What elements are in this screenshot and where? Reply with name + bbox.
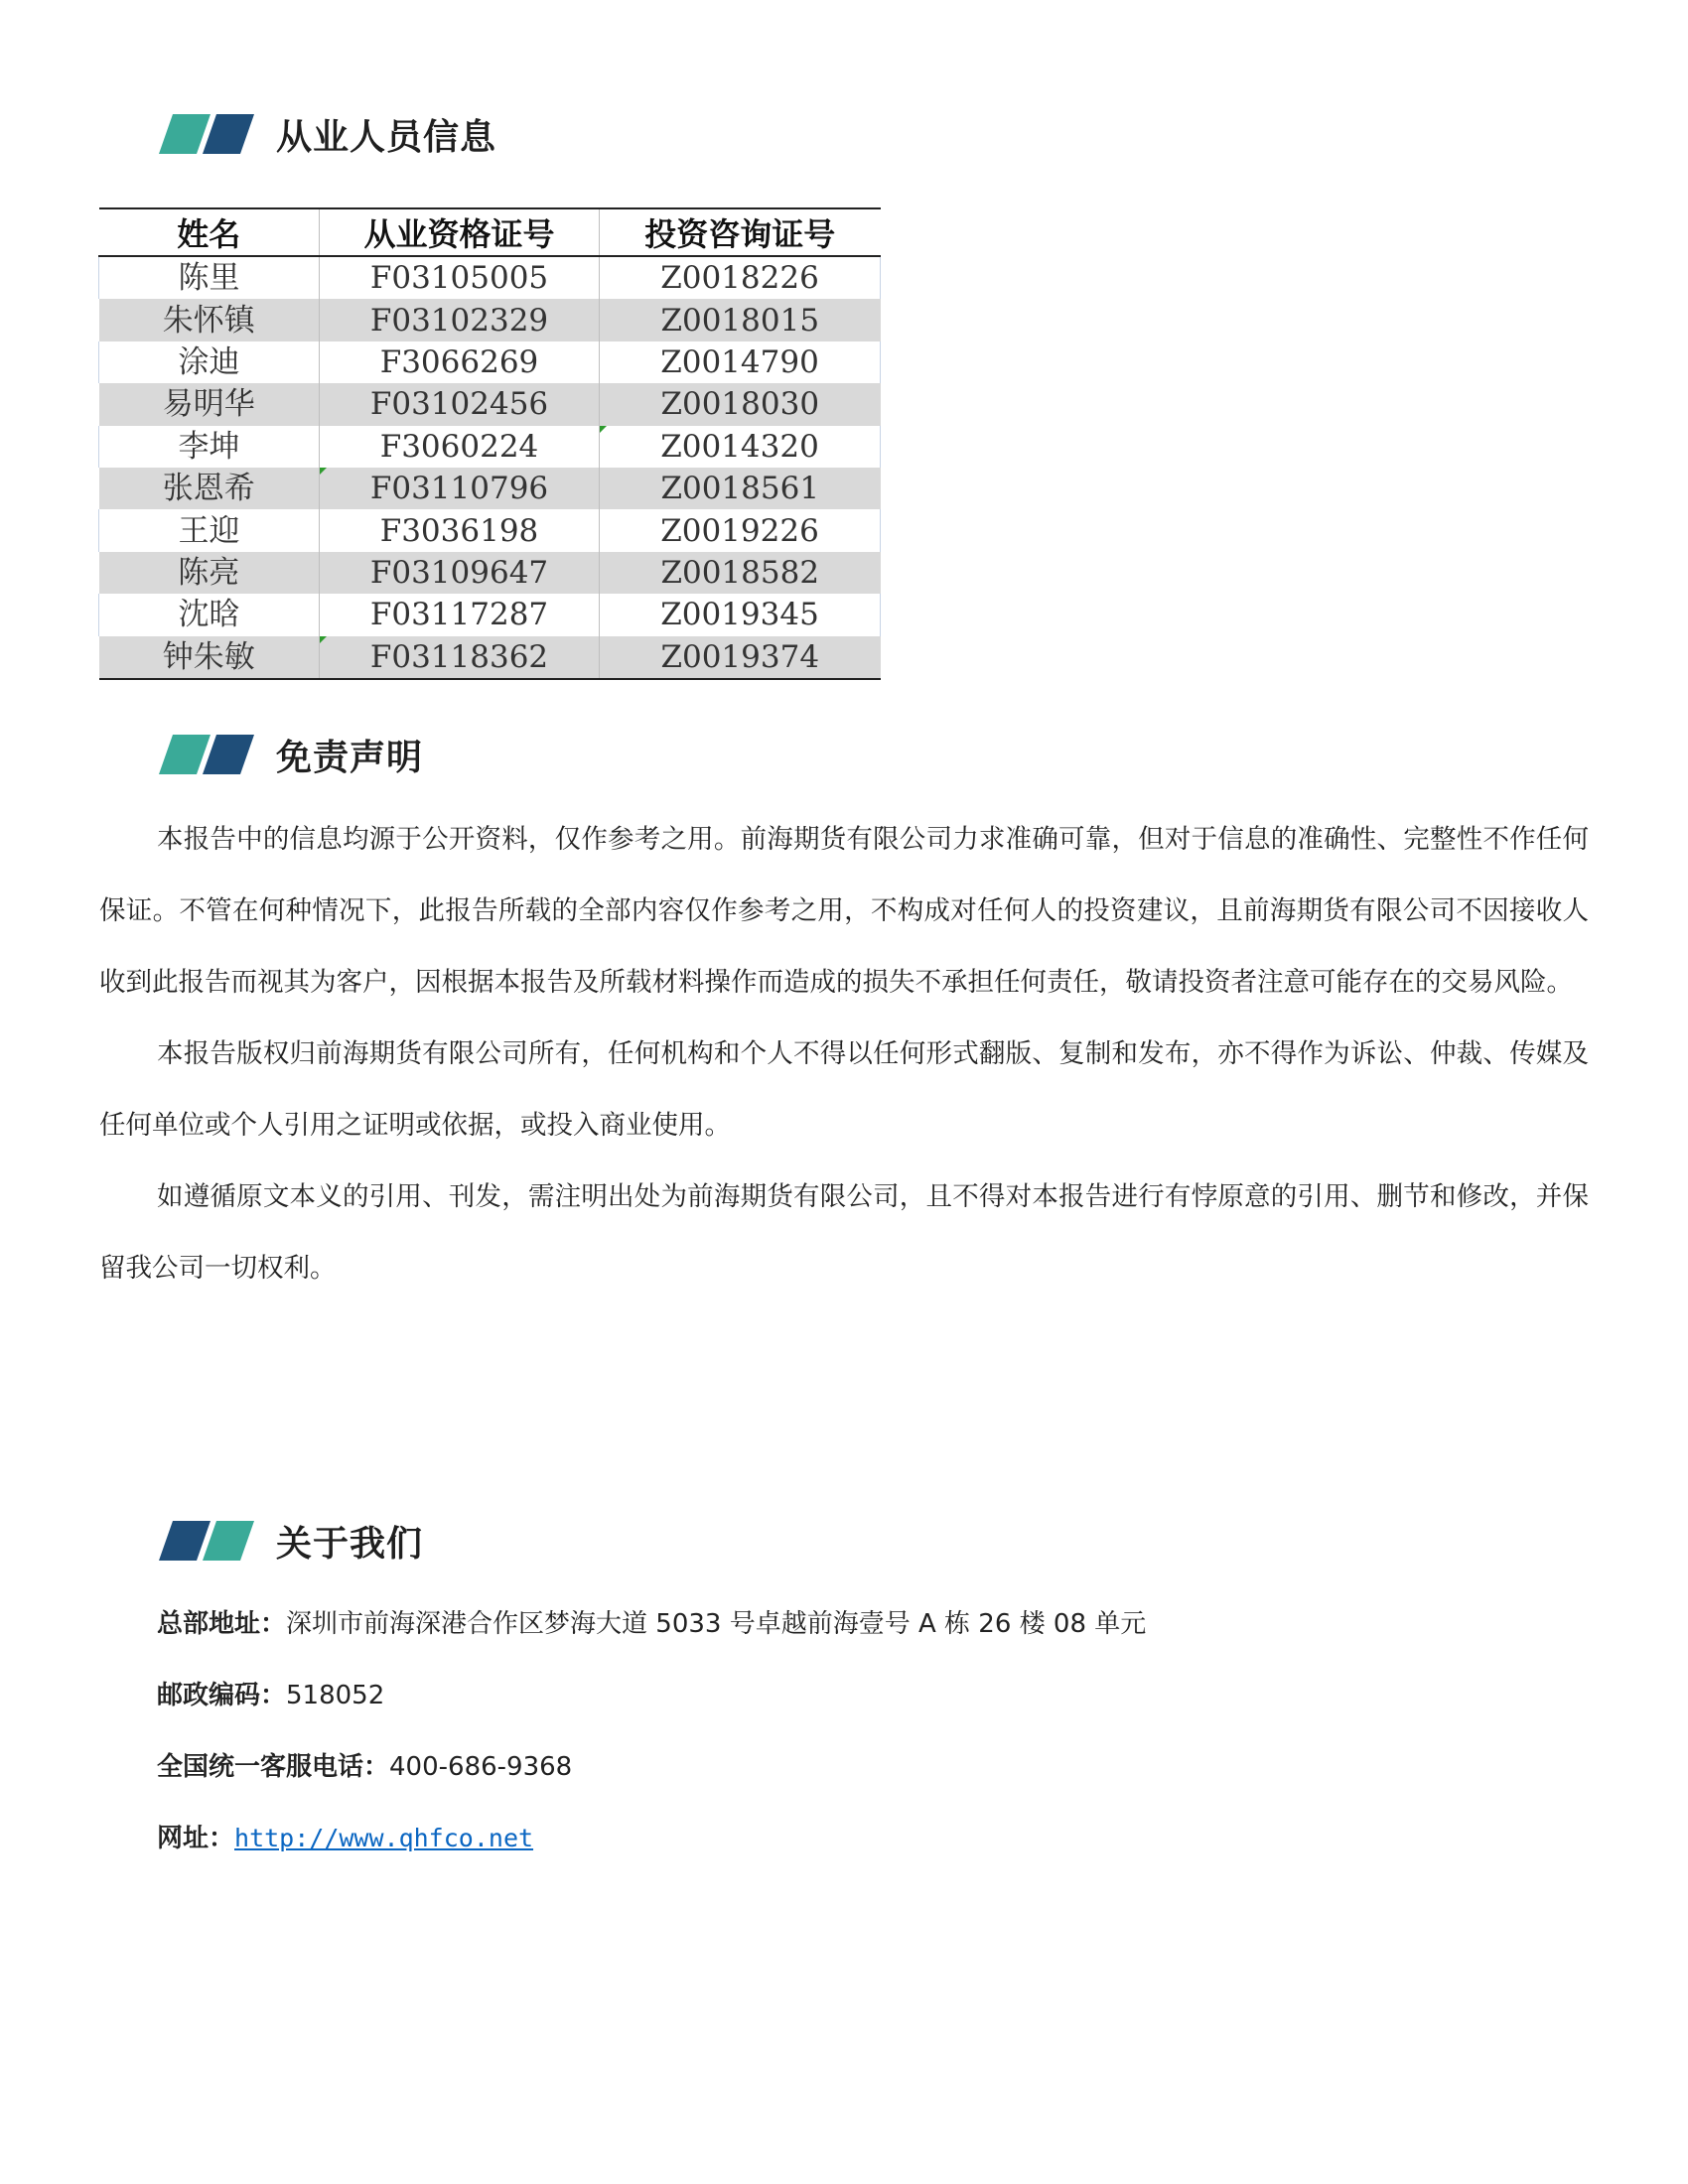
section-header-disclaimer — [159, 725, 423, 784]
table-row — [99, 509, 881, 551]
cell-investment-advisory-no: Z0014790 — [600, 341, 881, 383]
cell-name: 钟朱敏 — [99, 636, 320, 679]
cell-name: 朱怀镇 — [99, 299, 320, 341]
cell-investment-advisory-no: Z0018561 — [600, 468, 881, 509]
section-header-about — [159, 1511, 423, 1570]
cell-name: 沈晗 — [99, 594, 320, 635]
disclaimer-paragraph: 如遵循原文本义的引用、刊发，需注明出处为前海期货有限公司，且不得对本报告进行有悖原意的引用、删节和修改，并保留我公司一切权利。 — [99, 1181, 1589, 1284]
cell-qualification-no: F3060224 — [320, 426, 600, 468]
table-row — [99, 299, 881, 341]
hotline-value: 400-686-9368 — [389, 1752, 573, 1782]
cell-investment-advisory-no: Z0018030 — [600, 383, 881, 425]
cell-name: 陈里 — [99, 256, 320, 299]
cell-name: 李坤 — [99, 426, 320, 468]
website-row — [157, 1803, 1146, 1874]
cell-investment-advisory-no: Z0019345 — [600, 594, 881, 635]
cell-qualification-no: F3036198 — [320, 509, 600, 551]
cell-name: 张恩希 — [99, 468, 320, 509]
table-row — [99, 426, 881, 468]
postcode-label: 邮政编码： — [157, 1681, 287, 1710]
cell-investment-advisory-no: Z0018582 — [600, 552, 881, 594]
section-logo-icon — [159, 114, 254, 154]
table-row — [99, 256, 881, 299]
table-row — [99, 552, 881, 594]
website-label: 网址： — [157, 1824, 235, 1853]
section-header-staff — [159, 104, 496, 164]
disclaimer-paragraph: 本报告版权归前海期货有限公司所有，任何机构和个人不得以任何形式翻版、复制和发布，亦不得作为诉讼、仲裁、传媒及任何单位或个人引用之证明或依据，或投入商业使用。 — [99, 1038, 1589, 1141]
hotline-row — [157, 1731, 1146, 1803]
about-details — [157, 1588, 1146, 1874]
postcode-row — [157, 1660, 1146, 1731]
staff-table — [98, 207, 881, 680]
cell-qualification-no: F03102329 — [320, 299, 600, 341]
cell-investment-advisory-no: Z0018015 — [600, 299, 881, 341]
cell-qualification-no: F03117287 — [320, 594, 600, 635]
address-label: 总部地址： — [157, 1609, 287, 1639]
cell-qualification-no: F3066269 — [320, 341, 600, 383]
disclaimer-body — [99, 804, 1589, 1304]
address-row — [157, 1588, 1146, 1660]
section-logo-icon — [159, 735, 254, 774]
table-row — [99, 468, 881, 509]
header-name: 姓名 — [99, 208, 320, 256]
cell-name: 陈亮 — [99, 552, 320, 594]
table-row — [99, 383, 881, 425]
disclaimer-paragraph: 本报告中的信息均源于公开资料，仅作参考之用。前海期货有限公司力求准确可靠，但对于信息的准确性、完整性不作任何保证。不管在何种情况下，此报告所载的全部内容仅作参考之用，不构成对任何人的投资建议，且前海期货有限公司不因接收人收到此报告而视其为客户，因根据本报告及所载材料操作而造成的损失不承担任何责任，敬请投资者注意可能存在的交易风险。 — [99, 824, 1589, 998]
website-link[interactable]: http://www.qhfco.net — [234, 1824, 534, 1852]
section-title: 关于我们 — [276, 1523, 424, 1565]
postcode-value: 518052 — [286, 1681, 385, 1710]
cell-qualification-no: F03105005 — [320, 256, 600, 299]
cell-investment-advisory-no: Z0018226 — [600, 256, 881, 299]
cell-name: 易明华 — [99, 383, 320, 425]
cell-name: 涂迪 — [99, 341, 320, 383]
cell-investment-advisory-no: Z0014320 — [600, 426, 881, 468]
table-header-row — [99, 208, 881, 256]
cell-name: 王迎 — [99, 509, 320, 551]
address-value: 深圳市前海深港合作区梦海大道 5033 号卓越前海壹号 A 栋 26 楼 08 单元 — [286, 1609, 1147, 1639]
cell-investment-advisory-no: Z0019226 — [600, 509, 881, 551]
table-row — [99, 594, 881, 635]
cell-qualification-no: F03110796 — [320, 468, 600, 509]
section-title: 从业人员信息 — [276, 116, 497, 158]
table-row — [99, 636, 881, 679]
hotline-label: 全国统一客服电话： — [157, 1752, 390, 1782]
section-logo-icon — [159, 1521, 254, 1561]
header-qualification-no: 从业资格证号 — [320, 208, 600, 256]
header-investment-advisory-no: 投资咨询证号 — [600, 208, 881, 256]
cell-qualification-no: F03109647 — [320, 552, 600, 594]
cell-investment-advisory-no: Z0019374 — [600, 636, 881, 679]
cell-qualification-no: F03102456 — [320, 383, 600, 425]
cell-qualification-no: F03118362 — [320, 636, 600, 679]
section-title: 免责声明 — [276, 737, 424, 778]
table-row — [99, 341, 881, 383]
